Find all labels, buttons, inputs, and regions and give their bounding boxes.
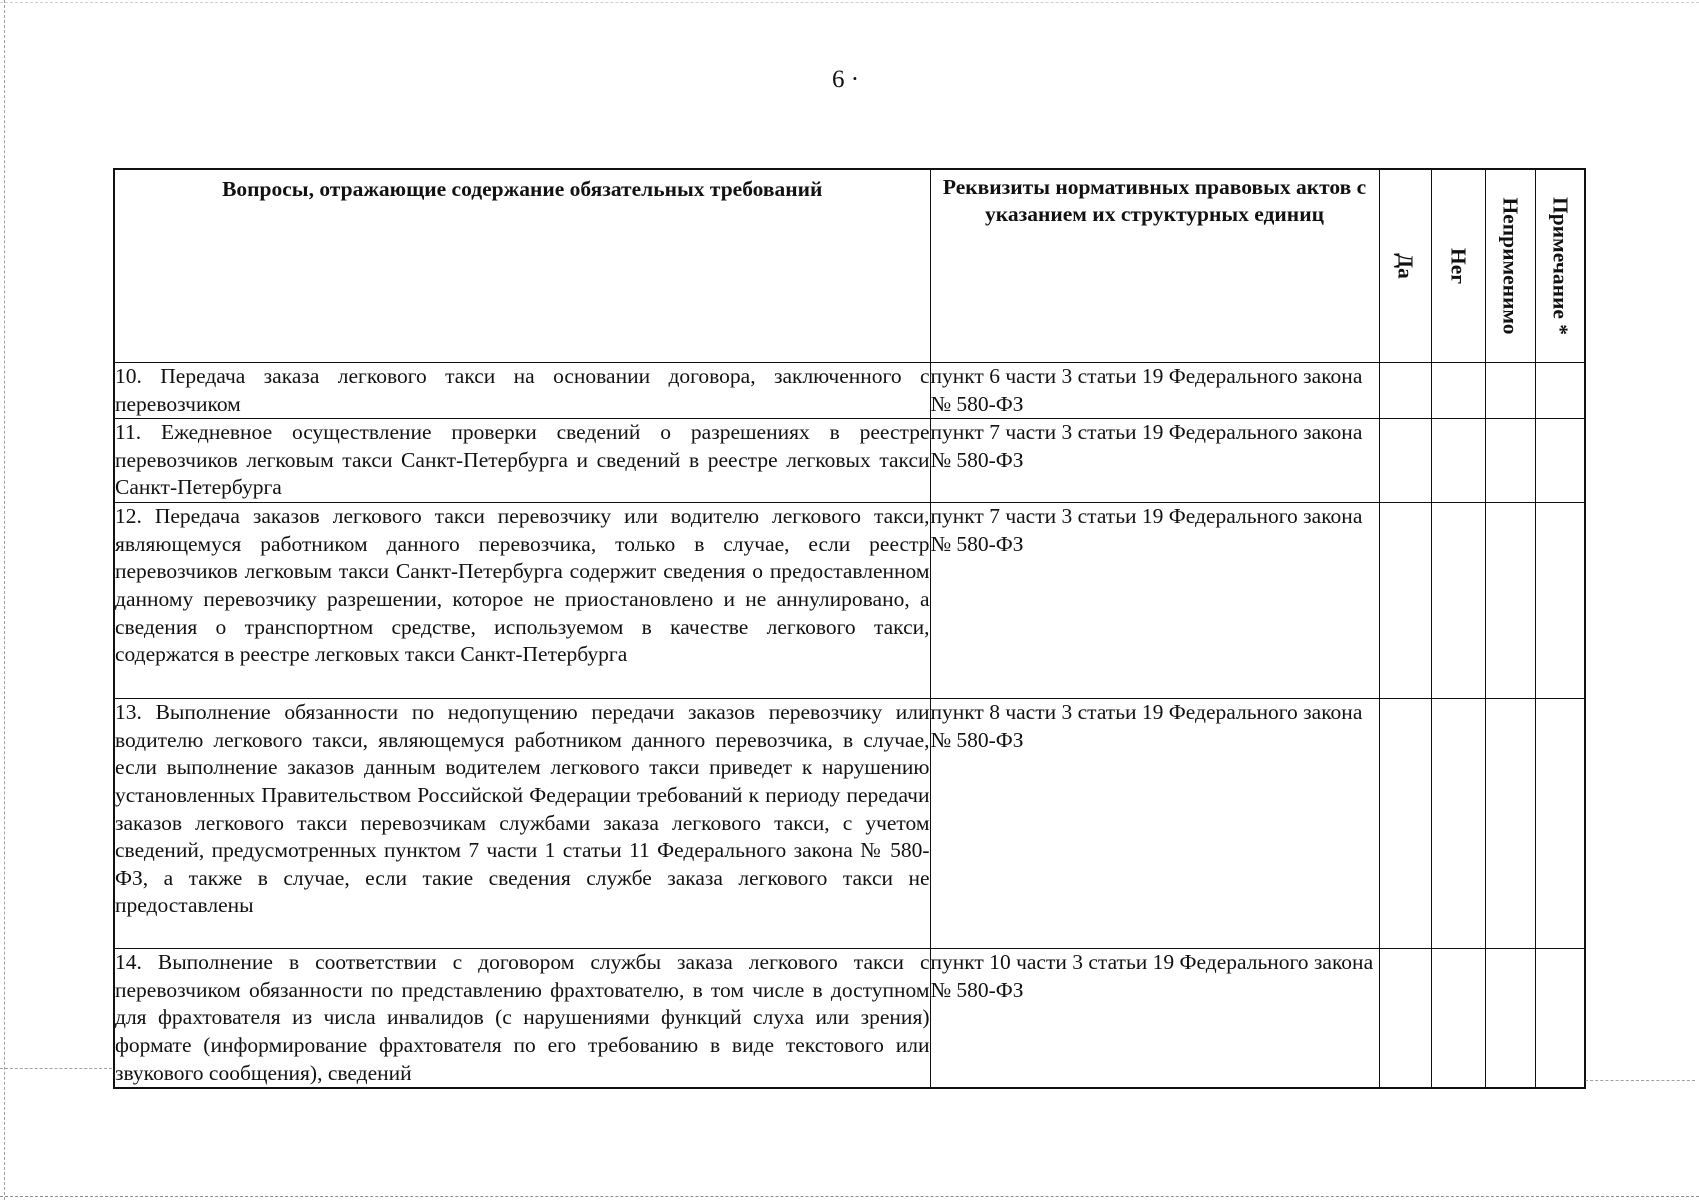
cell-note[interactable] [1535, 503, 1585, 699]
header-yes-label: Да [1393, 253, 1418, 279]
row-requisites: пункт 10 части 3 статьи 19 Федерального закона № 580-ФЗ [930, 949, 1379, 1088]
row-question: 13. Выполнение обязанности по недопущению передачи заказов перевозчику или водителю легкового такси, являющемуся работником данного перевозчика, в случае, если выполнение заказов данным водителем легкового такси приведет к нарушению установленных Правительством Российской Федерации требований к периоду передачи заказов легкового такси перевозчикам службами заказа легкового такси, с учетом сведений, предусмотренных пунктом 7 части 1 статьи 11 Федерального закона № 580-ФЗ, а также в случае, если такие сведения службе заказа легкового такси не предоставлены [114, 699, 930, 949]
cell-no[interactable] [1431, 363, 1485, 419]
cell-not-applicable[interactable] [1485, 699, 1535, 949]
cell-yes[interactable] [1379, 949, 1431, 1088]
scan-edge-left [4, 0, 6, 1200]
cell-not-applicable[interactable] [1485, 949, 1535, 1088]
row-requisites: пункт 7 части 3 статьи 19 Федерального закона № 580-ФЗ [930, 503, 1379, 699]
cell-not-applicable[interactable] [1485, 363, 1535, 419]
table-row [114, 419, 1585, 503]
cell-yes[interactable] [1379, 363, 1431, 419]
row-requisites: пункт 6 части 3 статьи 19 Федерального закона № 580-ФЗ [930, 363, 1379, 419]
cell-note[interactable] [1535, 949, 1585, 1088]
table-row [114, 699, 1585, 949]
cell-no[interactable] [1431, 503, 1485, 699]
header-no [1431, 169, 1485, 363]
row-question: 11. Ежедневное осуществление проверки сведений о разрешениях в реестре перевозчиков легковым такси Санкт-Петербурга и сведений в реестре легковых такси Санкт-Петербурга [114, 419, 930, 503]
cell-no[interactable] [1431, 949, 1485, 1088]
row-requisites: пункт 7 части 3 статьи 19 Федерального закона № 580-ФЗ [930, 419, 1379, 503]
cell-no[interactable] [1431, 699, 1485, 949]
header-question: Вопросы, отражающие содержание обязательных требований [114, 169, 930, 363]
header-yes [1379, 169, 1431, 363]
row-question: 14. Выполнение в соответствии с договором службы заказа легкового такси с перевозчиком обязанности по представлению фрахтователю, в том числе в доступном для фрахтователя из числа инвалидов (с нарушениями функций слуха или зрения) формате (информирование фрахтователя по его требованию в виде текстового или звукового сообщения), сведений [114, 949, 930, 1088]
header-not-applicable-label: Неприменимо [1498, 197, 1523, 335]
header-not-applicable [1485, 169, 1535, 363]
scan-artifact-line [0, 1068, 112, 1070]
cell-no[interactable] [1431, 419, 1485, 503]
cell-yes[interactable] [1379, 503, 1431, 699]
row-question: 12. Передача заказов легкового такси перевозчику или водителю легкового такси, являющемуся работником данного перевозчика, только в случае, если реестр перевозчиков легковым такси Санкт-Петербурга содержит сведения о предоставленном данному перевозчику разрешении, которое не приостановлено и не аннулировано, а сведения о транспортном средстве, используемом в качестве легкового такси, содержатся в реестре легковых такси Санкт-Петербурга [114, 503, 930, 699]
scan-edge-top [0, 2, 1699, 4]
header-requisites: Реквизиты нормативных правовых актов с указанием их структурных единиц [930, 169, 1379, 363]
table-row [114, 503, 1585, 699]
cell-note[interactable] [1535, 699, 1585, 949]
cell-note[interactable] [1535, 363, 1585, 419]
table-row [114, 363, 1585, 419]
row-requisites: пункт 8 части 3 статьи 19 Федерального закона № 580-ФЗ [930, 699, 1379, 949]
cell-yes[interactable] [1379, 419, 1431, 503]
scan-edge-bottom [0, 1196, 1699, 1198]
table-row [114, 949, 1585, 1088]
row-question: 10. Передача заказа легкового такси на основании договора, заключенного с перевозчиком [114, 363, 930, 419]
cell-note[interactable] [1535, 419, 1585, 503]
checklist-table [113, 168, 1586, 1089]
cell-not-applicable[interactable] [1485, 419, 1535, 503]
cell-not-applicable[interactable] [1485, 503, 1535, 699]
table-header-row [114, 169, 1585, 363]
header-note-label: Примечание * [1548, 196, 1573, 336]
cell-yes[interactable] [1379, 699, 1431, 949]
header-no-label: Нег [1446, 247, 1471, 285]
header-note [1535, 169, 1585, 363]
scan-artifact-line [1585, 1080, 1695, 1082]
page-number: 6 · [832, 66, 860, 93]
